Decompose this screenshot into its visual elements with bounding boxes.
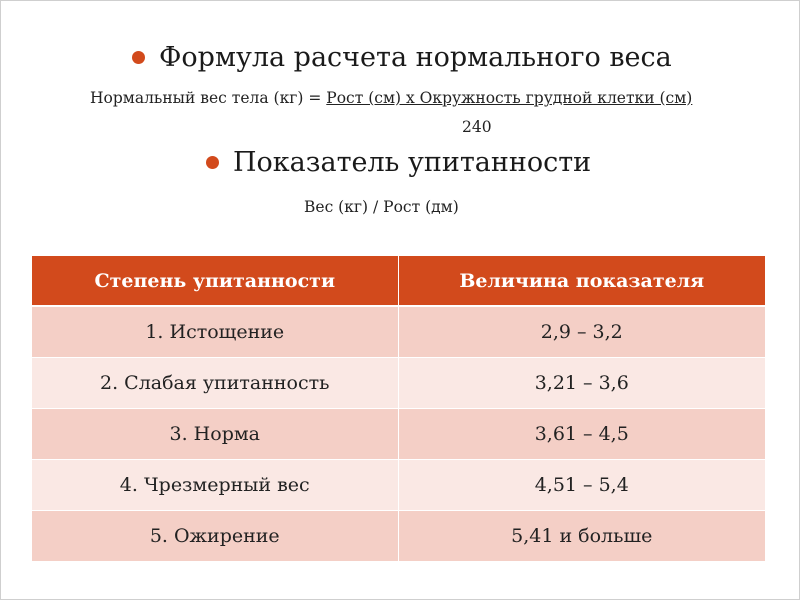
- heading-nutrition-index: Показатель упитанности: [233, 147, 592, 178]
- header-value: Величина показателя: [398, 256, 765, 306]
- cell-value: 5,41 и больше: [398, 511, 765, 562]
- formula-denominator: 240: [462, 118, 492, 136]
- cell-value: 2,9 – 3,2: [398, 306, 765, 358]
- nutrition-index-formula: Вес (кг) / Рост (дм): [304, 198, 459, 216]
- header-degree: Степень упитанности: [32, 256, 398, 306]
- heading-normal-weight: Формула расчета нормального веса: [159, 42, 672, 73]
- table-row: [32, 409, 765, 460]
- bullet-dot-icon: [206, 156, 219, 169]
- cell-degree: 5. Ожирение: [32, 511, 398, 562]
- table-row: [32, 358, 765, 409]
- cell-degree: 2. Слабая упитанность: [32, 358, 398, 409]
- cell-degree: 3. Норма: [32, 409, 398, 460]
- cell-value: 3,61 – 4,5: [398, 409, 765, 460]
- section-nutrition-index: [206, 147, 591, 178]
- normal-weight-formula: [90, 89, 692, 107]
- formula-prefix: Нормальный вес тела (кг) =: [90, 89, 327, 107]
- nutrition-table: [32, 256, 765, 562]
- table-row: [32, 511, 765, 562]
- table-header-row: [32, 256, 765, 306]
- cell-value: 3,21 – 3,6: [398, 358, 765, 409]
- table-row: [32, 460, 765, 511]
- bullet-dot-icon: [132, 51, 145, 64]
- section-normal-weight: [132, 42, 672, 73]
- table-row: [32, 306, 765, 358]
- cell-degree: 4. Чрезмерный вес: [32, 460, 398, 511]
- cell-degree: 1. Истощение: [32, 306, 398, 358]
- formula-numerator: Рост (см) x Окружность грудной клетки (см): [326, 89, 693, 107]
- cell-value: 4,51 – 5,4: [398, 460, 765, 511]
